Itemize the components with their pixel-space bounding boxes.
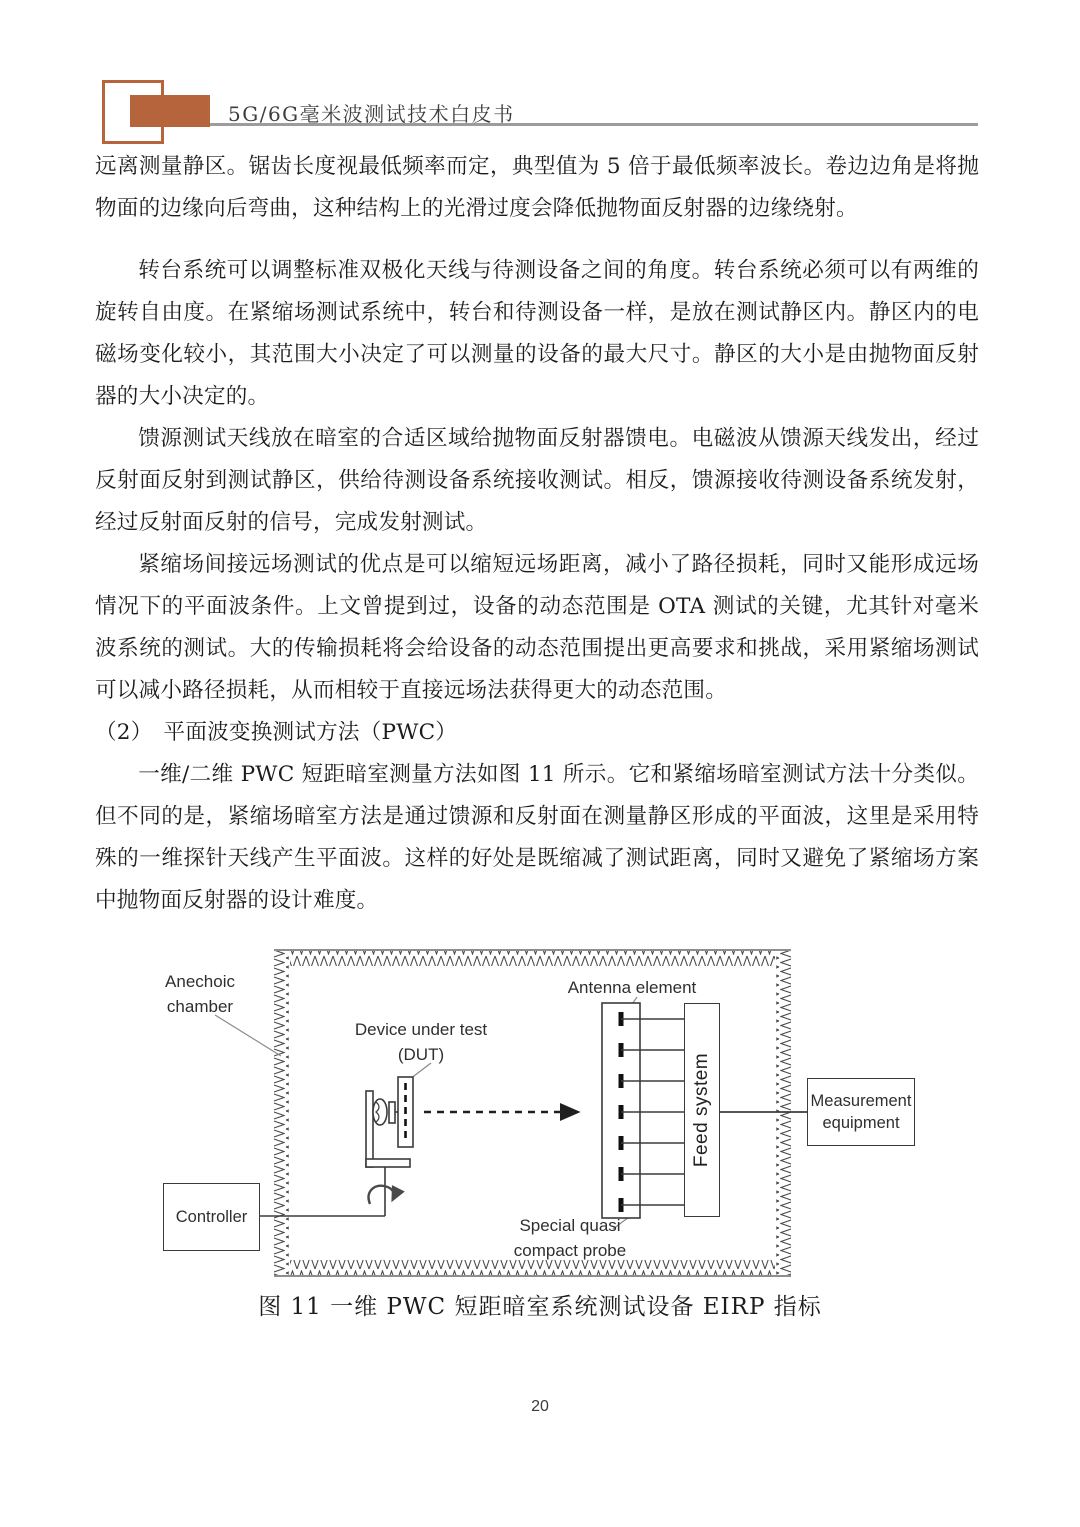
- antenna-element-label: Antenna element: [567, 978, 697, 997]
- device-under-test-label: Device under test (DUT): [354, 1020, 488, 1064]
- logo-mark: [130, 95, 210, 127]
- page-number: 20: [531, 1398, 549, 1415]
- body-text: [95, 146, 979, 922]
- dut-positioner: [366, 1077, 413, 1167]
- paragraph: 一维/二维 PWC 短距暗室测量方法如图 11 所示。它和紧缩场暗室测试方法十分类似。但不同的是，紧缩场暗室方法是通过馈源和反射面在测量静区形成的平面波，这里是采用特殊的一维探针天线产生平面波。这样的好处是既缩减了测试距离，同时又避免了紧缩场方案中抛物面反射器的设计难度。: [95, 762, 979, 913]
- controller-box: Controller: [163, 1183, 260, 1251]
- figure-diagram: [0, 940, 1080, 1290]
- paragraph: 馈源测试天线放在暗室的合适区域给抛物面反射器馈电。电磁波从馈源天线发出，经过反射面反射到测试静区，供给待测设备系统接收测试。相反，馈源接收待测设备系统发射，经过反射面反射的信号，完成发射测试。: [95, 426, 979, 535]
- gimbal-bracket: [389, 1102, 395, 1123]
- absorber-right: [776, 951, 791, 1275]
- anechoic-chamber-label: Anechoic chamber: [165, 972, 235, 1016]
- feed-system-label: Feed system: [691, 1052, 713, 1168]
- positioner-post: [366, 1091, 373, 1167]
- feed-system-box: [684, 1003, 720, 1217]
- rotation-arrow: [369, 1186, 394, 1204]
- paragraph: 紧缩场间接远场测试的优点是可以缩短远场距离，减小了路径损耗，同时又能形成远场情况下的平面波条件。上文曾提到过，设备的动态范围是 OTA 测试的关键，尤其针对毫米波系统的测试。大的传输损耗将会给设备的动态范围提出更高要求和挑战，采用紧缩场测试可以减小路径损耗，从而相较于直接远场法获得更大的动态范围。: [95, 552, 979, 703]
- figure-caption: 图 11 一维 PWC 短距暗室系统测试设备 EIRP 指标: [258, 1294, 822, 1320]
- measurement-equipment-box: Measurement equipment: [807, 1078, 915, 1146]
- anechoic-leader-line: [215, 1015, 281, 1056]
- paragraph: 转台系统可以调整标准双极化天线与待测设备之间的角度。转台系统必须可以有两维的旋转自由度。在紧缩场测试系统中，转台和待测设备一样，是放在测试静区内。静区内的电磁场变化较小，其范围大小决定了可以测量的设备的最大尺寸。静区的大小是由抛物面反射器的大小决定的。: [95, 258, 979, 409]
- paragraph: 远离测量静区。锯齿长度视最低频率而定，典型值为 5 倍于最低频率波长。卷边边角是将抛物面的边缘向后弯曲，这种结构上的光滑过度会降低抛物面反射器的边缘绕射。: [95, 154, 979, 221]
- absorber-left: [274, 951, 289, 1275]
- probe-array: [602, 1003, 685, 1218]
- positioner-foot: [366, 1159, 410, 1167]
- header-title: 5G/6G毫米波测试技术白皮书: [228, 102, 515, 126]
- special-probe-label: Special quasi compact probe: [513, 1216, 627, 1260]
- absorber-top: [290, 951, 775, 966]
- section-heading: （2） 平面波变换测试方法（PWC）: [95, 720, 458, 745]
